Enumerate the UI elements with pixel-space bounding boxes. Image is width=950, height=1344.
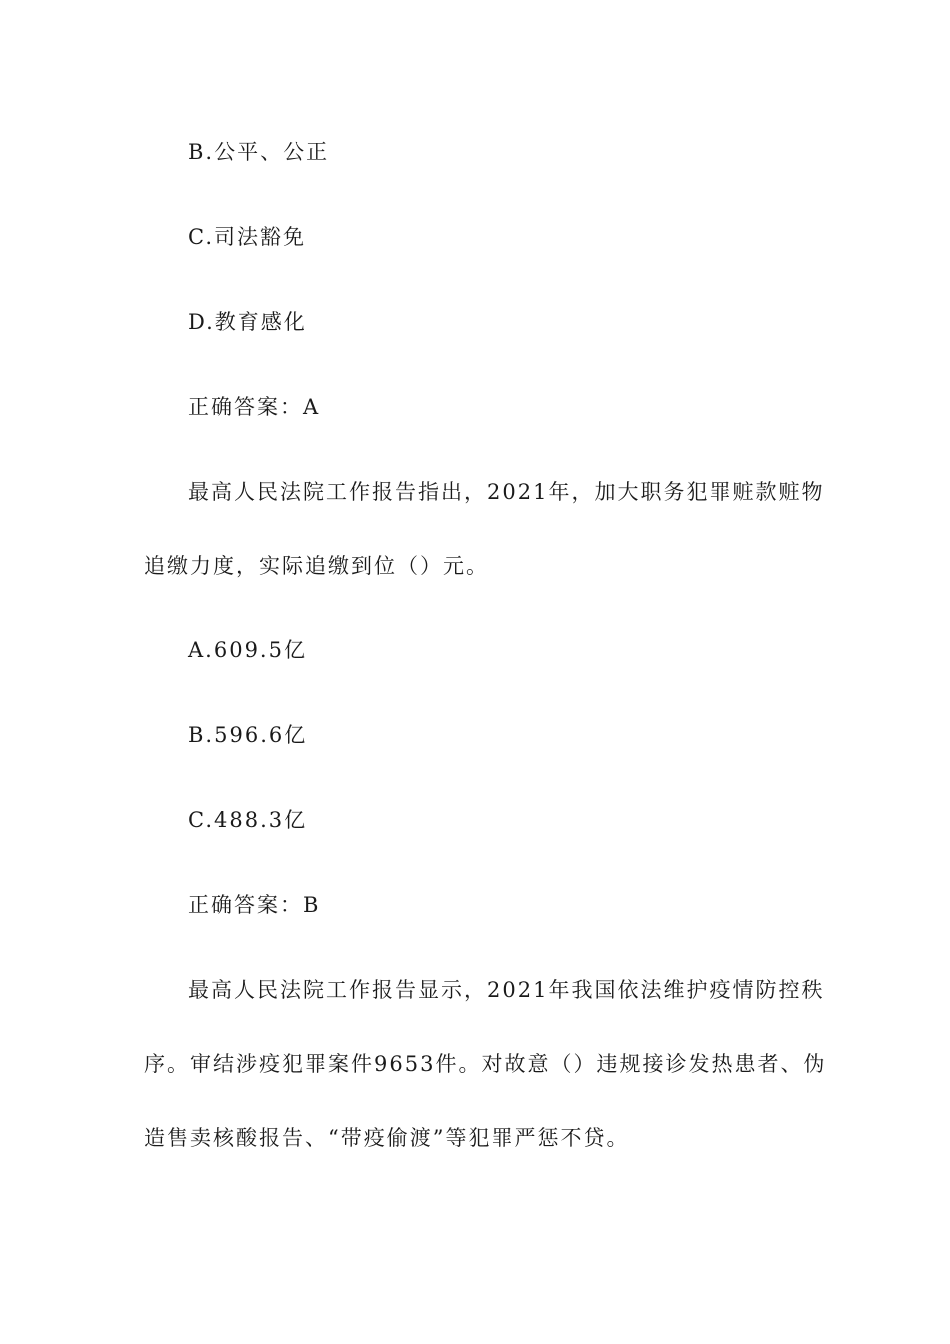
q2-stem-line2: 追缴力度，实际追缴到位（）元。 — [144, 554, 489, 578]
q1-option-c: C.司法豁免 — [188, 225, 306, 249]
q2-stem-line1: 最高人民法院工作报告指出，2021年，加大职务犯罪赃款赃物 — [188, 480, 825, 504]
q2-option-b: B.596.6亿 — [188, 723, 308, 747]
q1-answer: 正确答案：A — [188, 395, 321, 419]
q2-option-c: C.488.3亿 — [188, 808, 308, 832]
q1-option-d: D.教育感化 — [188, 310, 307, 334]
q3-stem-line1: 最高人民法院工作报告显示，2021年我国依法维护疫情防控秩 — [188, 978, 825, 1002]
q3-stem-line2: 序。审结涉疫犯罪案件9653件。对故意（）违规接诊发热患者、伪 — [144, 1052, 827, 1076]
q3-stem-line3: 造售卖核酸报告、“带疫偷渡”等犯罪严惩不贷。 — [144, 1126, 630, 1150]
q2-answer: 正确答案：B — [188, 893, 321, 917]
q2-option-a: A.609.5亿 — [188, 638, 307, 662]
q1-option-b: B.公平、公正 — [188, 140, 330, 164]
